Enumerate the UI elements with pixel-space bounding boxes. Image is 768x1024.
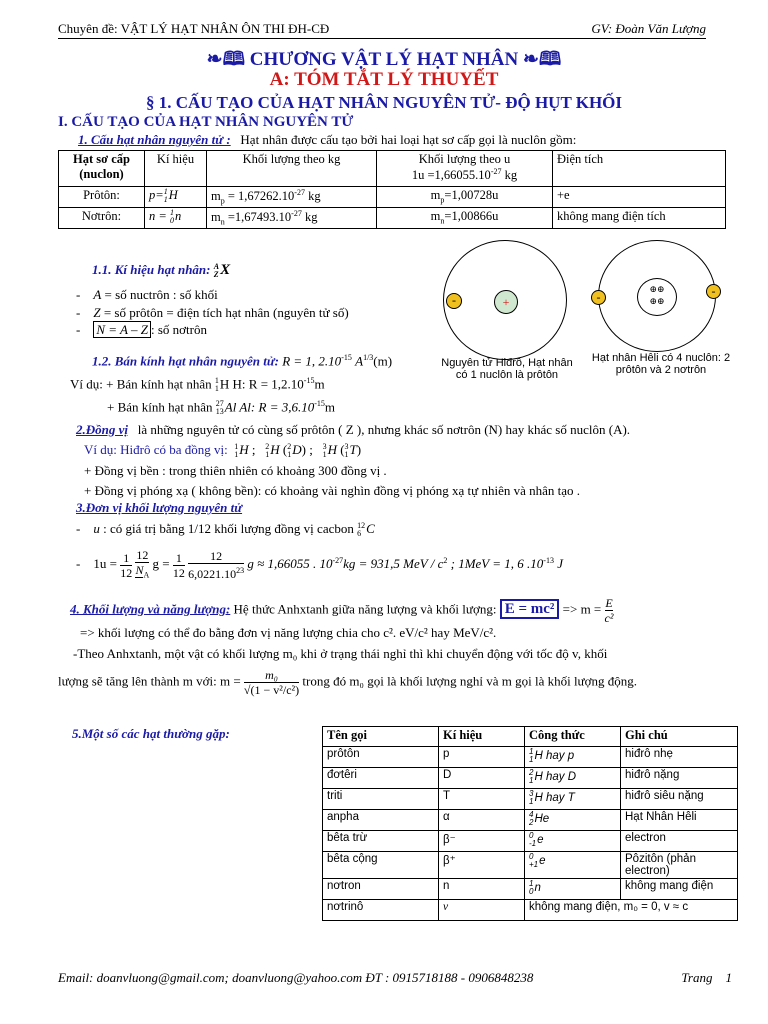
th-name: Tên gọi	[323, 727, 439, 747]
part1-subline: 1. Cấu hạt nhân nguyên tử : Hạt nhân được cấu tạo bởi hai loại hạt sơ cấp gọi là nuclôn gồm:	[78, 132, 577, 147]
page-number: Trang 1	[681, 970, 732, 985]
book-icon: ❧🕮	[518, 49, 562, 70]
th-symbol: Kí hiệu	[439, 727, 525, 747]
header-right: GV: Đoàn Văn Lượng	[591, 21, 706, 36]
kihieu-item: - A = số nuctrôn : số khối	[76, 287, 218, 302]
nangluong-line4: lượng sẽ tăng lên thành m với: m = $\frac{\text{m₀}}{\text{√(1 − v²/c²)}}$ trong đó m₀ gọi là khối lượng nghỉ và m gọi là khối lượng động.	[58, 668, 637, 697]
electron: -	[591, 290, 606, 305]
footer-contact: Email: doanvluong@gmail.com; doanvluong@yahoo.com ĐT : 0915718188 - 0906848238	[58, 970, 534, 985]
bankinh-ex1: Ví dụ: + Bán kính hạt nhân 1 1 H H: $R = 1,2.10^{-15}m$	[70, 376, 325, 394]
th-formula: Công thức	[525, 727, 621, 747]
table-row: Prôtôn: p= 1 1 H $m_p = 1,67262.10^{-27}$ kg $m_p=1,00728u$ +e	[59, 187, 726, 208]
page-header	[58, 21, 706, 39]
donvi-title: 3.Đơn vị khối lượng nguyên tử	[76, 500, 243, 515]
dongvi-line: 2.Đồng vị là những nguyên tử có cùng số prôtôn ( Z ), nhưng khác số nơtrôn (N) hay khác số nuclôn (A).	[76, 422, 631, 437]
nangluong-line2: => khối lượng có thể đo bằng đơn vị năng lượng chia cho c². eV/c² hay MeV/c².	[80, 625, 497, 640]
helium-nucleus: ⊕⊕ ⊕⊕	[637, 278, 677, 316]
table-row: nơtrinô ν không mang điện, m₀ = 0, v ≈ c	[323, 900, 738, 921]
section-1-title: § 1. CẤU TẠO CỦA HẠT NHÂN NGUYÊN TỬ- ĐỘ HỤT KHỐI	[145, 93, 623, 112]
table-row: đơtêri D 2 1 H hay D hiđrô nặng	[323, 768, 738, 789]
chapter-title: ❧🕮 CHƯƠNG VẬT LÝ HẠT NHÂN ❧🕮	[206, 49, 562, 70]
electron: -	[446, 293, 462, 309]
table-row: triti T 3 1 H hay T hiđrô siêu nặng	[323, 789, 738, 810]
th-particle: Hạt sơ cấp (nuclon)	[59, 151, 145, 187]
bankinh-ex2: + Bán kính hạt nhân 27 13 Al Al: $R = 3,6.10^{-15}m$	[107, 399, 336, 417]
th-charge: Điện tích	[553, 151, 726, 187]
donvi-line1: - u : có giá trị bằng 1/12 khối lượng đồng vị cacbon 12 6 C	[76, 521, 375, 539]
nangluong-line3: -Theo Anhxtanh, một vật có khối lượng m₀ khi ở trạng thái nghỉ thì khi chuyển động với tốc độ v, khối	[73, 646, 608, 661]
particles-table	[322, 726, 738, 921]
table-row: anpha α 4 2 He Hạt Nhân Hêli	[323, 810, 738, 831]
th-mass-u: Khối lượng theo u $1u =1,66055.10^{-27}$ kg	[377, 151, 553, 187]
nucleon-table	[58, 150, 726, 229]
page-footer	[58, 970, 732, 986]
bankinh-title: 1.2. Bán kính hạt nhân nguyên tử: R = 1, $2.10^{-15}$ $A^{1/3}(m)$	[92, 353, 393, 369]
dongvi-example: Ví dụ: Hiđrô có ba đồng vị: 1 1 H ; 2 1 H ( 2 1 D) ; 3 1 H ( 3 1 T)	[84, 442, 362, 460]
table-row: Nơtrôn: n = 1 0 n $m_n =1,67493.10^{-27}$ kg $m_n=1,00866u$ không mang điện tích	[59, 208, 726, 229]
book-icon: ❧🕮	[206, 49, 250, 70]
fig-caption-hydrogen: Nguyên tử Hiđrô, Hạt nhân có 1 nuclôn là prôtôn	[441, 357, 573, 381]
header-left: Chuyên đề: VẬT LÝ HẠT NHÂN ÔN THI ĐH-CĐ	[58, 21, 330, 36]
nangluong-line1: 4. Khối lượng và năng lượng: Hệ thức Anhxtanh giữa năng lượng và khối lượng: E = mc² => m = $\frac{E}{\text{c²}}$	[70, 596, 614, 625]
electron: -	[706, 284, 721, 299]
table-row: nơtron n 1 0 n không mang điện	[323, 879, 738, 900]
table-row: prôtôn p 1 1 H hay p hiđrô nhẹ	[323, 747, 738, 768]
th-symbol: Kí hiệu	[145, 151, 207, 187]
table-row: bêta cộng β⁺ 0 +1 e Pôzitôn (phản electron)	[323, 852, 738, 879]
dongvi-bullet: + Đồng vị bền : trong thiên nhiên có khoảng 300 đồng vị .	[84, 463, 387, 478]
donvi-line2: - 1u = $\frac{1}{12}$ $\frac{12}{N_A}$ g = $\frac{1}{12}$ $\frac{12}{6,0221.10^{23}}$ g ≈ 1,66055 . $10^{-27}kg = 931,5$ MeV / $c^2$ ; 1MeV = 1, 6 $.10^{-13}$ J	[76, 548, 563, 582]
kihieu-item: - Z = số prôtôn = điện tích hạt nhân (nguyên tử số)	[76, 305, 349, 320]
kihieu-item: - N = A – Z : số nơtrôn	[76, 322, 207, 337]
dongvi-bullet: + Đồng vị phóng xạ ( không bền): có khoảng vài nghìn đồng vị phóng xạ tự nhiên và nhân tạo .	[84, 483, 581, 498]
proton-nucleus: +	[494, 290, 518, 314]
kihieu-title: 1.1. Kí hiệu hạt nhân: A Z X	[92, 262, 231, 280]
hat-title: 5.Một số các hạt thường gặp:	[72, 726, 230, 741]
fig-caption-helium: Hạt nhân Hêli có 4 nuclôn: 2 prôtôn và 2 nơtrôn	[591, 352, 731, 376]
th-note: Ghi chú	[621, 727, 738, 747]
table-row: bêta trừ β⁻ 0 -1 e electron	[323, 831, 738, 852]
section-a-title: A: TÓM TẮT LÝ THUYẾT	[269, 69, 499, 90]
part1-heading: I. CẤU TẠO CỦA HẠT NHÂN NGUYÊN TỬ	[58, 114, 354, 130]
th-mass-kg: Khối lượng theo kg	[207, 151, 377, 187]
